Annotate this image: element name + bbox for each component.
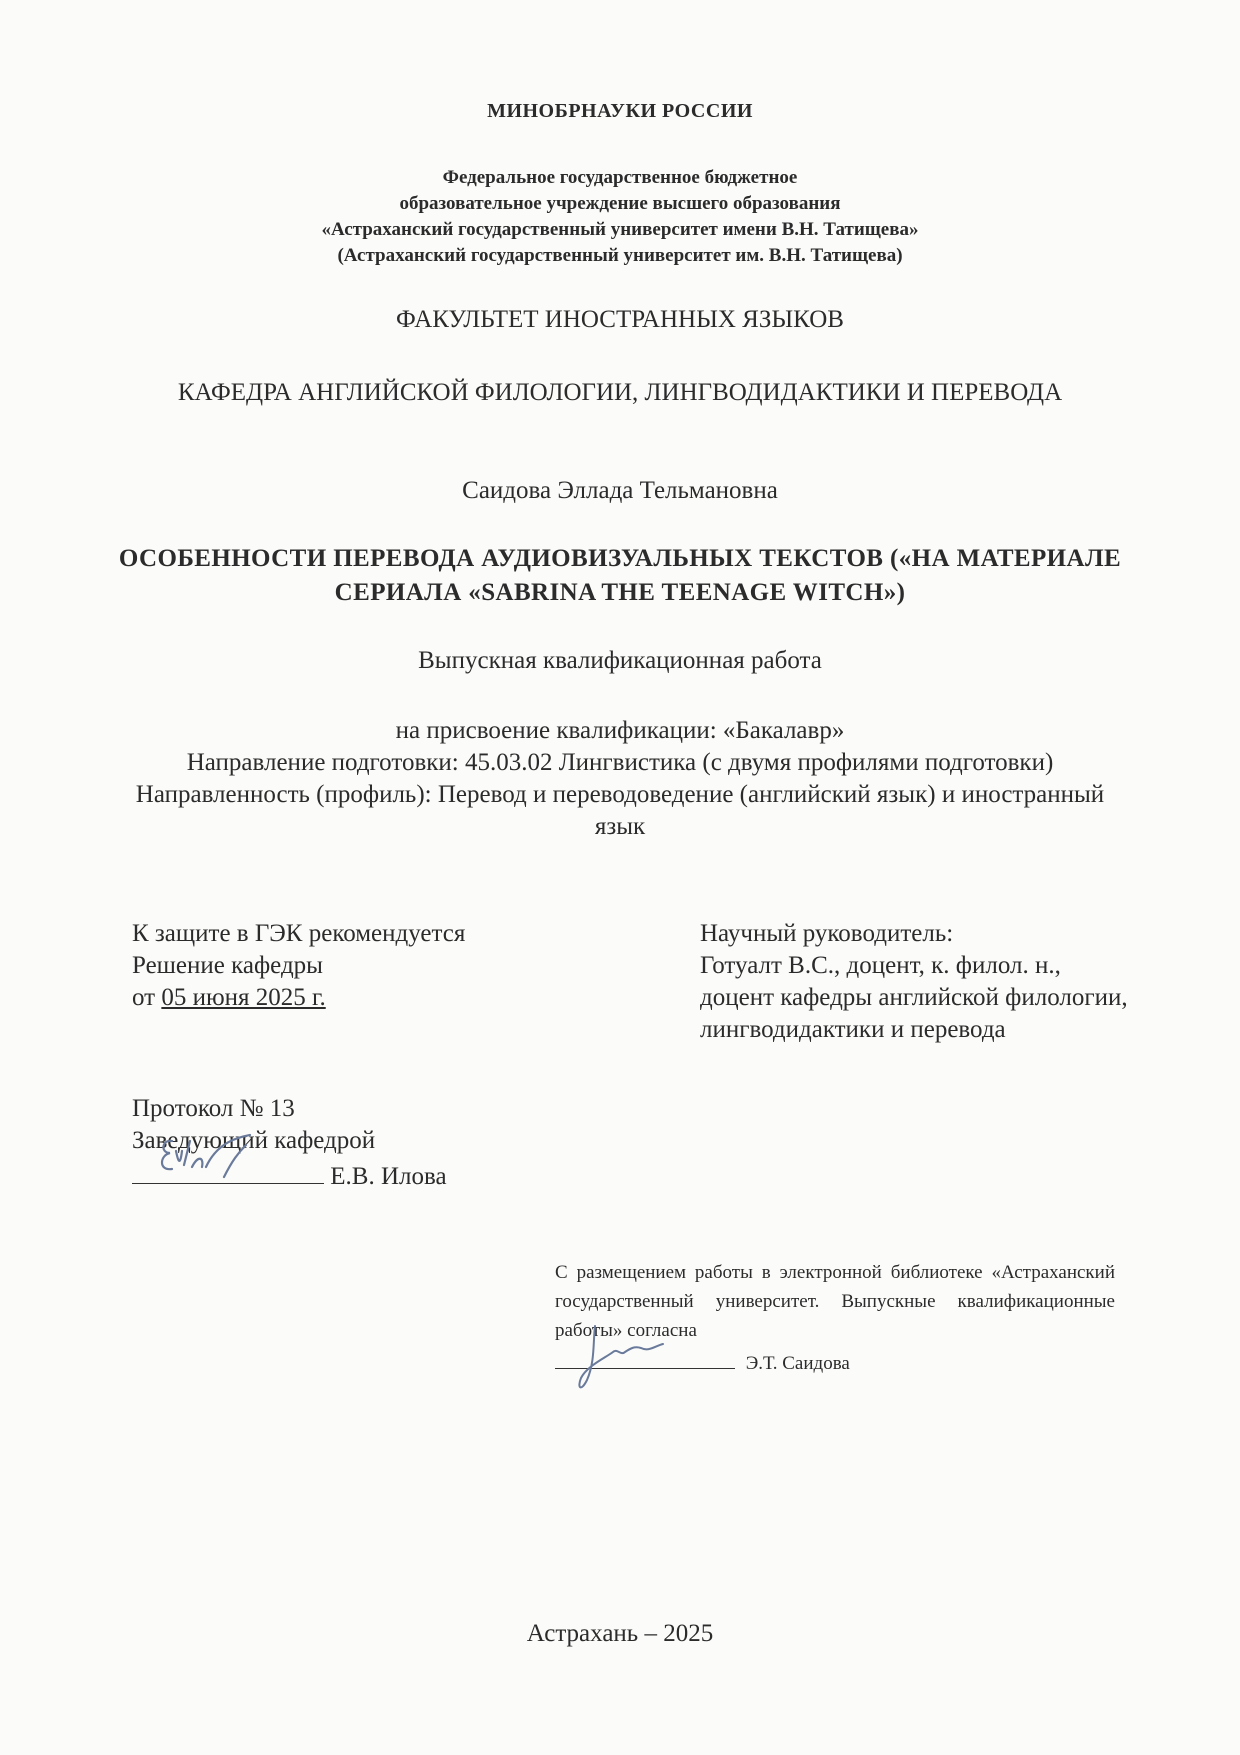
- protocol-block: [132, 1093, 447, 1193]
- institution-line: образовательное учреждение высшего образования: [399, 193, 841, 214]
- institution-line: Федеральное государственное бюджетное: [442, 167, 798, 188]
- faculty-name: ФАКУЛЬТЕТ ИНОСТРАННЫХ ЯЗЫКОВ: [396, 306, 844, 333]
- department-name: КАФЕДРА АНГЛИЙСКОЙ ФИЛОЛОГИИ, ЛИНГВОДИДАКТИКИ И ПЕРЕВОДА: [177, 379, 1063, 406]
- signature-line: [555, 1348, 735, 1369]
- library-consent-text: С размещением работы в электронной библиотеке «Астраханский государственный университет. Выпускные квалификационные работы» согласна: [555, 1262, 1115, 1341]
- institution-line: (Астраханский государственный университет им. В.Н. Татищева): [337, 245, 903, 266]
- consent-name: Э.Т. Саидова: [745, 1353, 850, 1374]
- head-signature-line: [132, 1157, 447, 1193]
- qualification-direction: Направление подготовки: 45.03.02 Лингвистика (с двумя профилями подготовки): [186, 749, 1054, 776]
- defense-recommendation: [132, 918, 465, 1014]
- handwritten-signature-icon: [154, 1131, 304, 1191]
- ministry-heading: МИНОБРНАУКИ РОССИИ: [487, 100, 753, 122]
- defense-line-1: К защите в ГЭК рекомендуется: [132, 920, 466, 947]
- supervisor-label: Научный руководитель:: [700, 920, 954, 947]
- head-name: Е.В. Илова: [330, 1163, 447, 1190]
- supervisor-text: Готуалт В.С., доцент, к. филол. н., доцент кафедры английской филологии, лингводидактики и перевода: [700, 952, 1128, 1043]
- qualification-block: [110, 715, 1130, 843]
- thesis-title: ОСОБЕННОСТИ ПЕРЕВОДА АУДИОВИЗУАЛЬНЫХ ТЕКСТОВ («НА МАТЕРИАЛЕ СЕРИАЛА «SABRINA THE TEENAGE WITCH»): [118, 545, 1122, 606]
- qualification-assign: на присвоение квалификации: «Бакалавр»: [395, 717, 845, 744]
- supervisor-block: [700, 918, 1140, 1046]
- work-type: Выпускная квалификационная работа: [418, 647, 822, 674]
- consent-signature-line: [555, 1348, 850, 1375]
- defense-date: 05 июня 2025 г.: [161, 984, 326, 1011]
- city-year: Астрахань – 2025: [526, 1620, 714, 1647]
- defense-date-prefix: от: [132, 984, 162, 1011]
- defense-line-2: Решение кафедры: [132, 952, 323, 979]
- qualification-profile: Направленность (профиль): Перевод и переводоведение (английский язык) и иностранный язык: [135, 781, 1105, 840]
- institution-line: «Астраханский государственный университет имени В.Н. Татищева»: [321, 219, 919, 240]
- protocol-number: Протокол № 13: [132, 1095, 295, 1122]
- defense-date-line: [132, 982, 465, 1014]
- handwritten-signature-icon: [565, 1322, 695, 1402]
- institution-name: [0, 165, 1240, 269]
- author-name: Саидова Эллада Тельмановна: [462, 477, 778, 504]
- signature-line: [132, 1157, 324, 1184]
- head-of-department-label: Заведующий кафедрой: [132, 1127, 376, 1154]
